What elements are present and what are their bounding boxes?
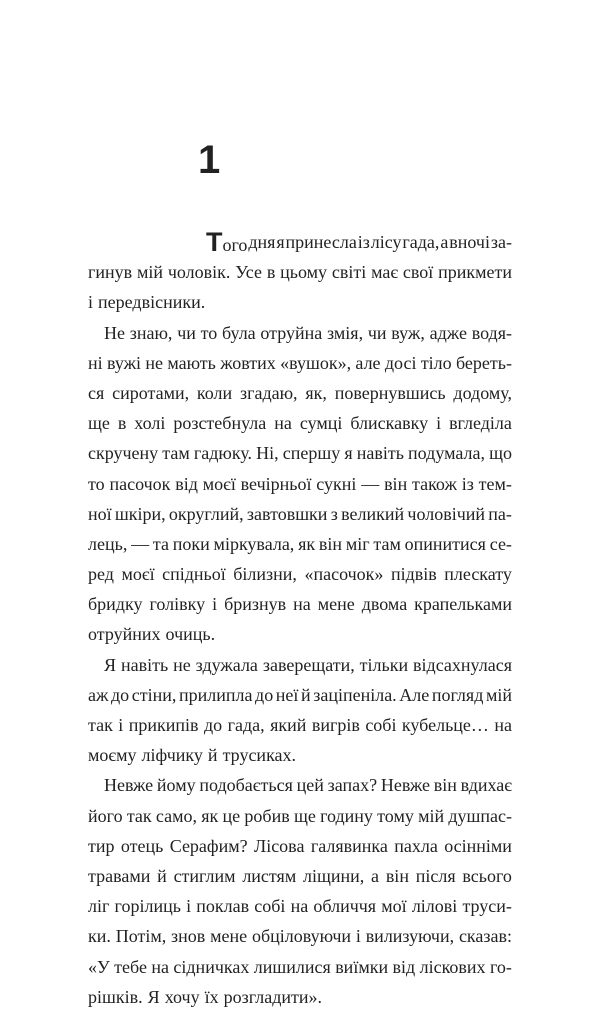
text-line: отруйних очиць. — [88, 624, 216, 645]
paragraph — [88, 227, 512, 318]
paragraph — [88, 318, 512, 650]
text-line: рішків. Я хочу їх розгладити». — [88, 986, 323, 1007]
text-line: ні вужі не мають жовтих «вушок», але досі тіло береть- — [88, 352, 512, 373]
text-line: Невже йому подобається цей запах? Невже він вдихає — [104, 775, 512, 796]
text-line: і передвісники. — [88, 292, 206, 313]
text-line: Не знаю, чи то була отруйна змія, чи вуж, адже водя- — [104, 322, 512, 343]
drop-cap: Т — [206, 227, 223, 257]
text-line: Я навіть не здужала заверещати, тільки відсахнулася — [104, 654, 512, 675]
text-line: ся сиротами, коли згадаю, як, повернувшись додому, — [88, 382, 512, 403]
text-line: ки. Потім, знов мене обціловуючи і вилизуючи, сказав: — [88, 926, 512, 947]
text-line: бридку голівку і бризнув на мене двома крапельками — [88, 594, 512, 615]
text-line: ліг горілиць і поклав собі на обличчя мої лілові труси- — [88, 896, 512, 917]
chapter-text — [88, 227, 512, 1012]
text-line: лець, — та поки міркувала, як він міг там опинитися се- — [88, 533, 512, 554]
text-line: гинув мій чоловік. Усе в цьому світі має свої прикмети — [88, 262, 512, 283]
text-line: його так само, як це робив ще годину тому мій душпас- — [88, 805, 512, 826]
paragraph — [88, 650, 512, 771]
text-line: тир отець Серафим? Лісова галявинка пахла осінніми — [88, 835, 512, 856]
text-line: моєму ліфчику й трусиках. — [88, 745, 297, 766]
text-line: так і прикипів до гада, який вигрів собі кубельце… на — [88, 715, 512, 735]
text-line: ред моєї спідньої білизни, «пасочок» підвів плескату — [88, 564, 512, 585]
paragraph — [88, 770, 512, 1012]
text-line: то пасочок від моєї вечірньої сукні — він також із тем- — [88, 473, 512, 494]
text-line: аж до стіни, прилипла до неї й заціпеніла. Але погляд мій — [88, 684, 512, 705]
text-line: Того дня я принесла із лісу гада, а вночі за- — [206, 227, 512, 257]
text-line: скручену там гадюку. Ні, спершу я навіть подумала, що — [88, 443, 512, 464]
chapter-number: 1 — [198, 138, 221, 182]
text-line: ної шкіри, округлий, завтовшки з великий чоловічий па- — [88, 503, 512, 524]
text-line: травами й стиглим листям ліщини, а він після всього — [88, 865, 512, 886]
text-line: ще в холі розстебнула на сумці блискавку і вгледіла — [88, 413, 512, 434]
text-line: «У тебе на сідничках лишилися виїмки від ліскових го- — [88, 956, 512, 977]
